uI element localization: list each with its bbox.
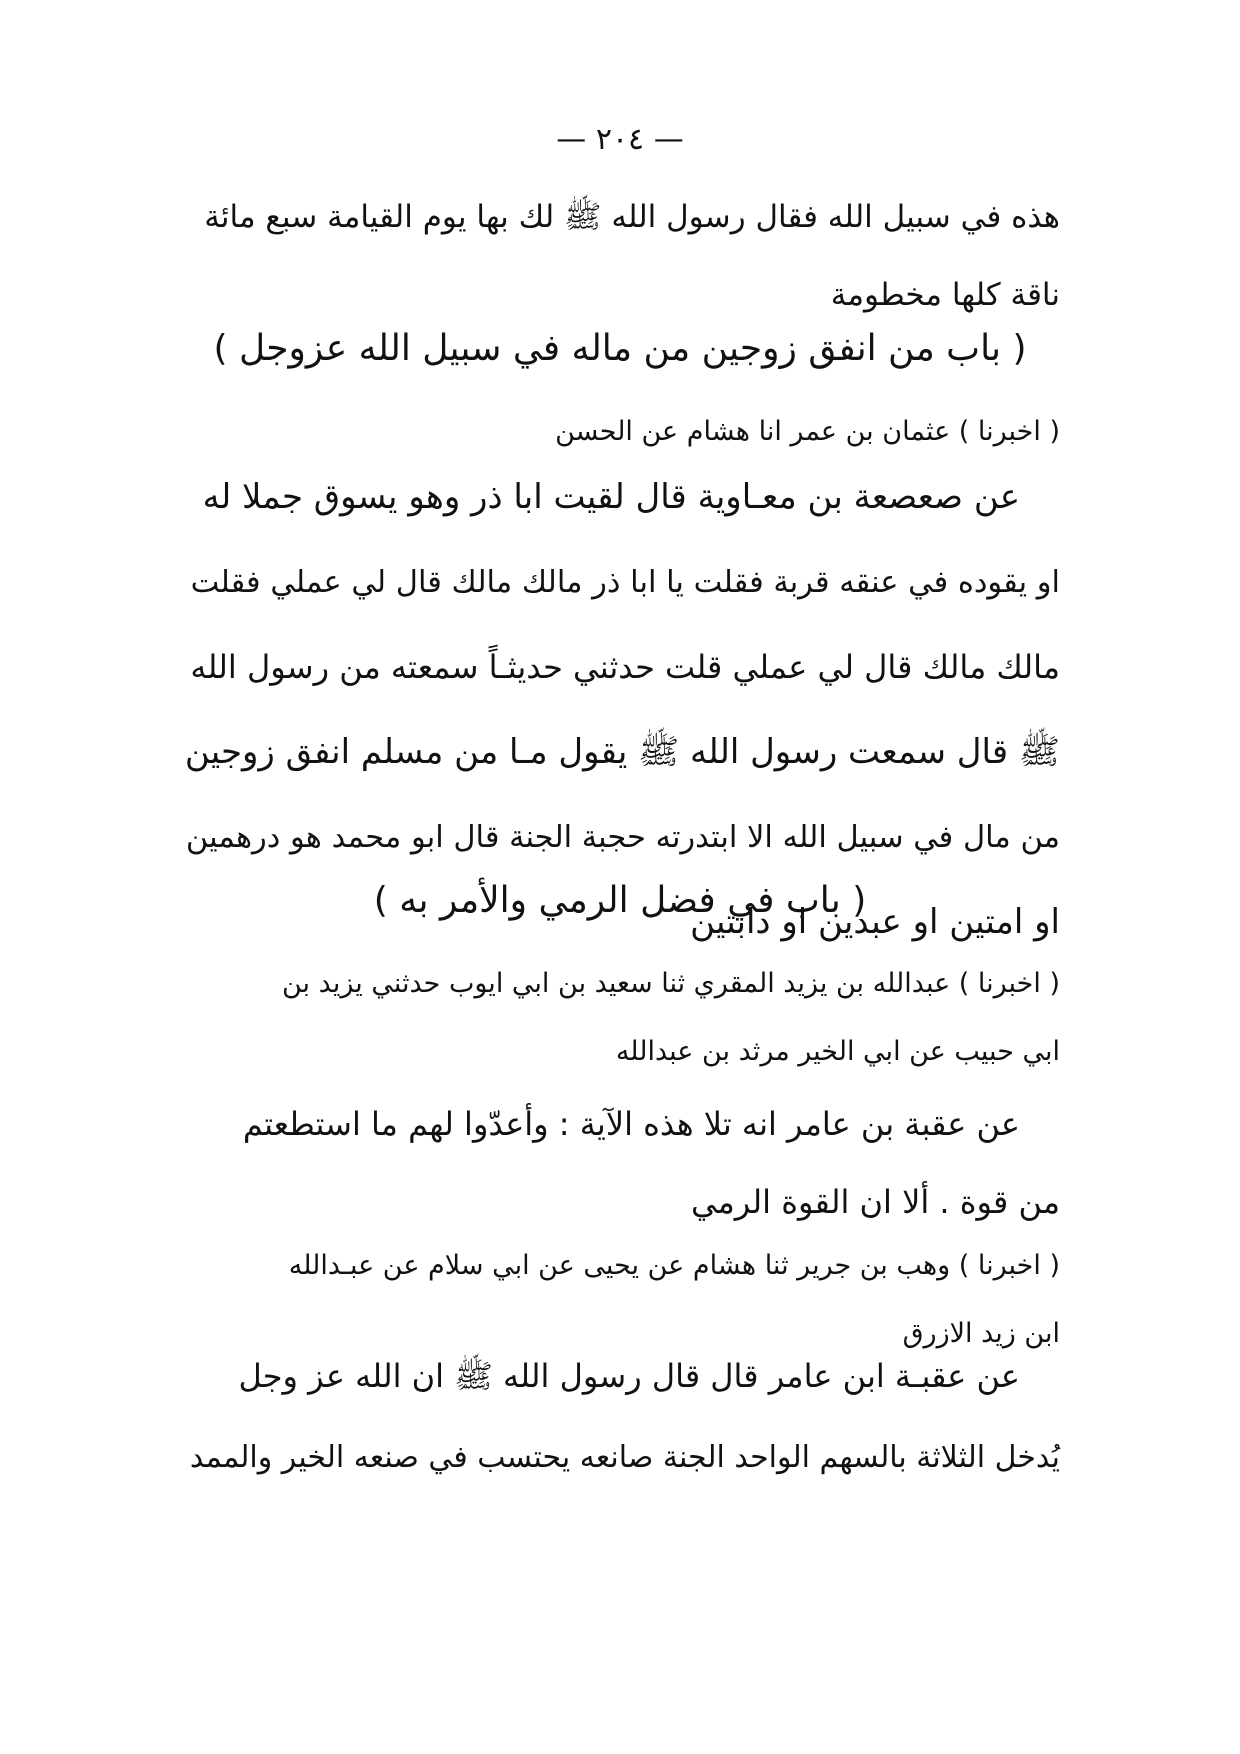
text-line: هذه في سبيل الله فقال رسول الله ﷺ لك بها يوم القيامة سبع مائة [204,199,1060,235]
text-line: ناقة كلها مخطومة [830,277,1060,313]
opening-paragraph [180,178,1060,334]
page-number: — ٢٠٤ — [556,122,684,157]
text-line: ( اخبرنا ) وهب بن جرير ثنا هشام عن يحيى عن ابي سلام عن عبـدالله [288,1250,1060,1281]
isnad-paragraph [180,950,1060,1086]
text-line: عن صعصعة بن معـاوية قال لقيت ابا ذر وهو يسوق جملا له [202,477,1020,517]
text-line: مالك مالك قال لي عملي قلت حدثني حديثـاً سمعته من رسول الله [190,648,1060,686]
text-line: ﷺ قال سمعت رسول الله ﷺ يقول مـا من مسلم انفق زوجين [184,732,1060,772]
text-line: ابن زيد الازرق [902,1318,1060,1349]
chapter-heading: ( باب في فضل الرمي والأمر به ) [373,880,867,921]
text-line: او يقوده في عنقه قربة فقلت يا ابا ذر مالك مالك قال لي عملي فقلت [190,565,1060,600]
text-line: ( اخبرنا ) عثمان بن عمر انا هشام عن الحسن [555,416,1060,447]
text-line: ابي حبيب عن ابي الخير مرثد بن عبدالله [615,1036,1060,1067]
text-line: ( اخبرنا ) عبدالله بن يزيد المقري ثنا سعيد بن ابي ايوب حدثني يزيد بن [282,968,1060,999]
hadith-paragraph [180,1085,1060,1241]
text-line: يُدخل الثلاثة بالسهم الواحد الجنة صانعه يحتسب في صنعه الخير والممد [189,1440,1060,1475]
text-line: او امتين او عبدين او دابتين [690,902,1060,942]
text-line: من مال في سبيل الله الا ابتدرته حجبة الجنة قال ابو محمد هو درهمين [185,820,1060,855]
text-line: من قوة . ألا ان القوة الرمي [690,1183,1060,1221]
chapter-heading: ( باب من انفق زوجين من ماله في سبيل الله عزوجل ) [213,328,1027,369]
text-line: عن عقبة بن عامر انه تلا هذه الآية : وأعدّوا لهم ما استطعتم [242,1105,1020,1143]
text-line: عن عقبـة ابن عامر قال قال رسول الله ﷺ ان الله عز وجل [238,1357,1020,1395]
hadith-paragraph [180,1335,1060,1499]
